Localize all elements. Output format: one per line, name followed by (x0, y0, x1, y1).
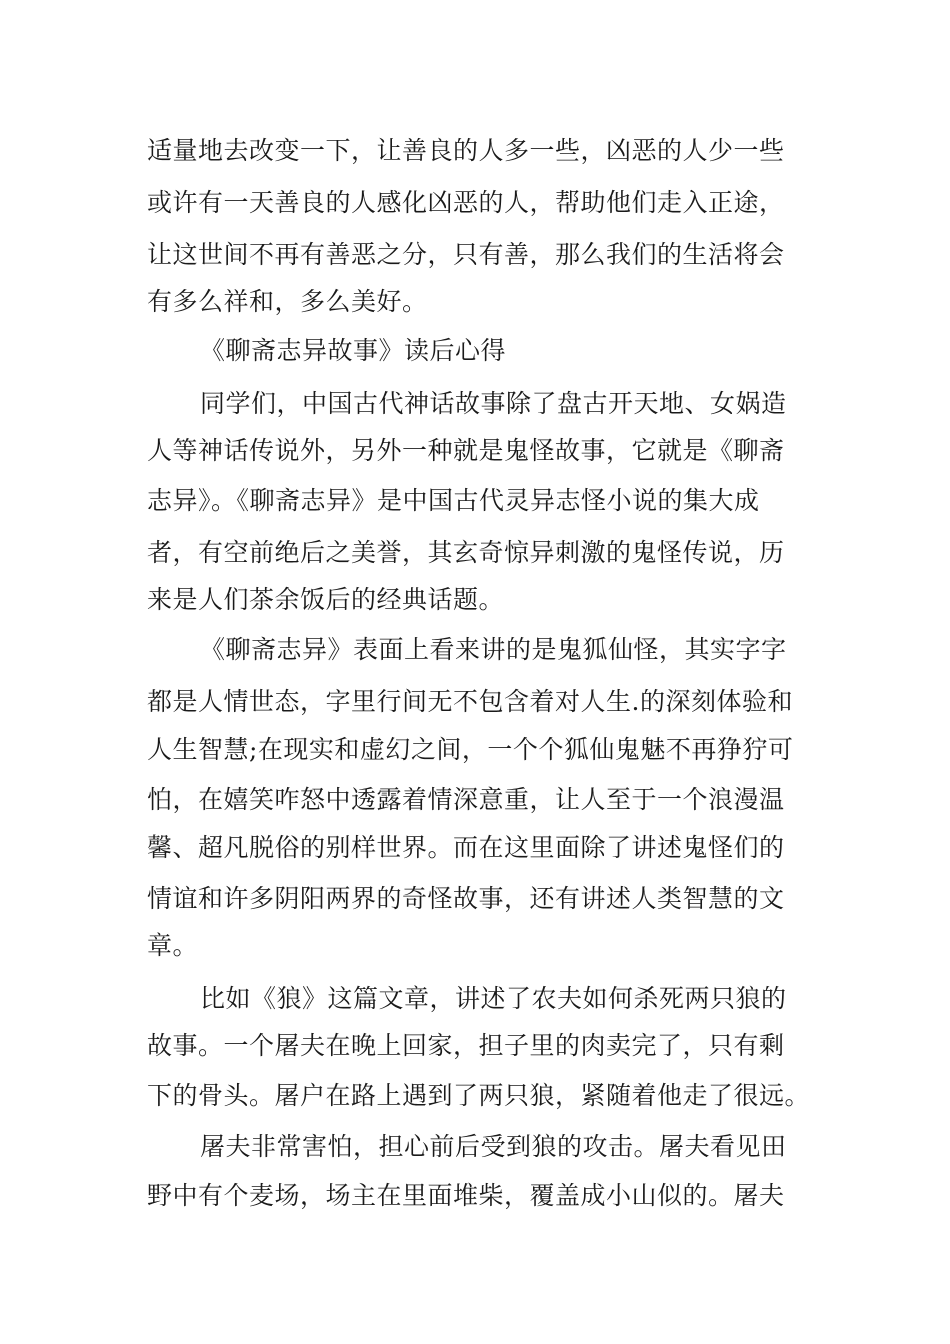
text-line: 《聊斋志异》表面上看来讲的是鬼狐仙怪，其实字字 (200, 635, 787, 664)
text-line: 屠夫非常害怕，担心前后受到狼的攻击。屠夫看见田 (200, 1132, 787, 1161)
text-line: 来是人们茶余饭后的经典话题。 (147, 585, 505, 614)
text-line: 适量地去改变一下，让善良的人多一些，凶恶的人少一些 (147, 136, 785, 165)
text-line: 人生智慧;在现实和虚幻之间，一个个狐仙鬼魅不再狰狞可 (147, 735, 794, 764)
text-line: 者，有空前绝后之美誉，其玄奇惊异刺激的鬼怪传说，历 (147, 538, 785, 567)
text-line: 情谊和许多阴阳两界的奇怪故事，还有讲述人类智慧的文 (147, 884, 785, 913)
text-line: 下的骨头。屠户在路上遇到了两只狼，紧随着他走了很远。 (147, 1081, 811, 1110)
text-line: 野中有个麦场，场主在里面堆柴，覆盖成小山似的。屠夫 (147, 1181, 785, 1210)
text-line: 让这世间不再有善恶之分，只有善，那么我们的生活将会 (147, 240, 785, 269)
text-line: 人等神话传说外，另外一种就是鬼怪故事，它就是《聊斋 (147, 436, 785, 465)
text-line: 怕，在嬉笑咋怒中透露着情深意重，让人至于一个浪漫温 (147, 785, 785, 814)
text-line: 章。 (147, 931, 199, 960)
text-line: 或许有一天善良的人感化凶恶的人，帮助他们走入正途， (147, 188, 785, 217)
text-line: 有多么祥和，多么美好。 (147, 287, 428, 316)
section-heading: 《聊斋志异故事》读后心得 (200, 336, 507, 365)
text-line: 都是人情世态，字里行间无不包含着对人生.的深刻体验和 (147, 687, 793, 716)
text-line: 同学们，中国古代神话故事除了盘古开天地、女娲造 (200, 389, 787, 418)
text-line: 比如《狼》这篇文章，讲述了农夫如何杀死两只狼的 (200, 984, 787, 1013)
text-line: 志异》。《聊斋志异》是中国古代灵异志怪小说的集大成 (147, 486, 760, 515)
text-line: 故事。一个屠夫在晚上回家，担子里的肉卖完了，只有剩 (147, 1031, 785, 1060)
text-line: 馨、超凡脱俗的别样世界。而在这里面除了讲述鬼怪们的 (147, 833, 785, 862)
